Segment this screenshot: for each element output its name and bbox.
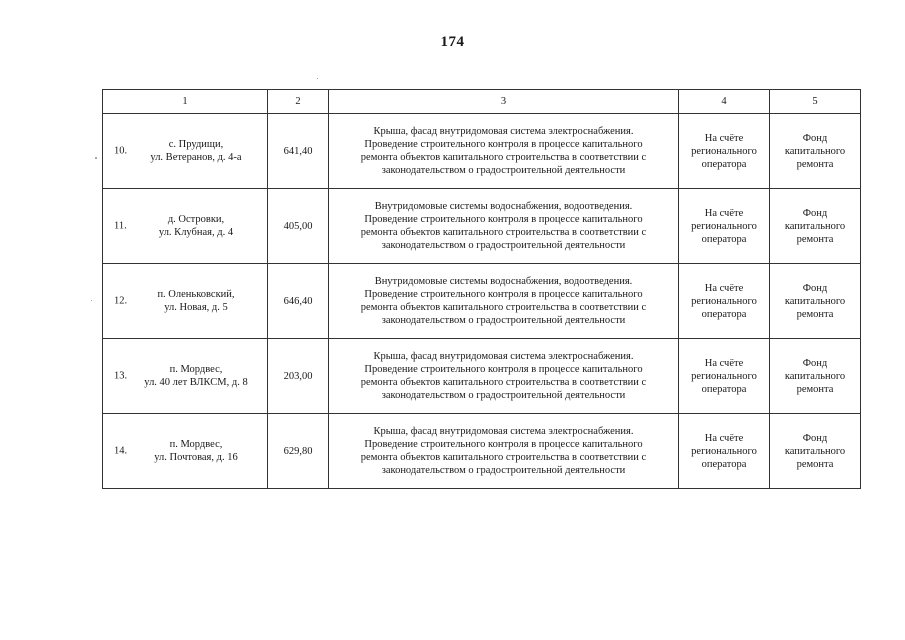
works-cell-line: законодательством о градостроительной деятельности <box>381 315 626 326</box>
address-cell <box>103 264 268 339</box>
works-cell-line: Проведение строительного контроля в процессе капитального <box>364 439 643 450</box>
works-cell-line: Крыша, фасад внутридомовая система электроснабжения. <box>373 126 634 137</box>
works-cell-line: законодательством о градостроительной деятельности <box>381 240 626 251</box>
table-row <box>103 264 861 339</box>
funding-form-cell-line: ремонта <box>796 383 834 395</box>
funding-form-cell-line: ремонта <box>796 158 834 170</box>
address-cell <box>103 414 268 489</box>
funding-source-cell-line: регионального <box>691 220 757 232</box>
works-cell-line: Внутридомовые системы водоснабжения, водоотведения. <box>374 201 633 212</box>
works-cell-line: ремонта объектов капитального строительства в соответствии с <box>360 152 647 163</box>
funding-form-cell-line: Фонд <box>802 132 828 144</box>
works-cell-line: Проведение строительного контроля в процессе капитального <box>364 139 643 150</box>
funding-source-cell-line: оператора <box>701 308 747 320</box>
funding-source-cell <box>679 414 770 489</box>
funding-form-cell <box>770 189 861 264</box>
address-line: п. Мордвес, <box>169 364 223 375</box>
funding-form-cell-line: ремонта <box>796 233 834 245</box>
address-text <box>106 438 264 464</box>
funding-source-cell-line: оператора <box>701 458 747 470</box>
funding-form-cell-line: Фонд <box>802 282 828 294</box>
funding-source-cell-line: На счёте <box>704 432 744 444</box>
works-cell-line: Крыша, фасад внутридомовая система электроснабжения. <box>373 351 634 362</box>
funding-form-cell <box>770 114 861 189</box>
funding-form-cell-line: Фонд <box>802 357 828 369</box>
funding-source-cell <box>679 264 770 339</box>
funding-source-cell-line: оператора <box>701 383 747 395</box>
scan-speck <box>317 78 318 79</box>
capital-repair-table <box>102 89 861 489</box>
address-line: ул. Клубная, д. 4 <box>158 227 234 238</box>
funding-form-cell-line: ремонта <box>796 308 834 320</box>
works-cell-line: ремонта объектов капитального строительства в соответствии с <box>360 377 647 388</box>
works-cell-line: ремонта объектов капитального строительства в соответствии с <box>360 302 647 313</box>
funding-form-cell-line: капитального <box>784 220 846 232</box>
header-cell-1: 1 <box>103 90 268 114</box>
row-number: 10. <box>114 145 128 157</box>
works-cell <box>329 414 679 489</box>
row-number: 14. <box>114 445 128 457</box>
funding-source-cell-line: На счёте <box>704 207 744 219</box>
cost-cell: 203,00 <box>268 339 329 414</box>
address-cell <box>103 189 268 264</box>
works-cell <box>329 339 679 414</box>
address-line: д. Островки, <box>167 214 225 225</box>
works-cell <box>329 114 679 189</box>
row-number: 13. <box>114 370 128 382</box>
address-line: ул. Новая, д. 5 <box>164 302 228 313</box>
funding-source-cell-line: На счёте <box>704 132 744 144</box>
address-line: с. Прудищи, <box>168 139 224 150</box>
funding-form-cell-line: капитального <box>784 295 846 307</box>
row-number: 12. <box>114 295 128 307</box>
funding-form-cell <box>770 264 861 339</box>
address-line: ул. 40 лет ВЛКСМ, д. 8 <box>144 377 248 388</box>
funding-source-cell-line: регионального <box>691 295 757 307</box>
header-cell-2: 2 <box>268 90 329 114</box>
funding-source-cell <box>679 189 770 264</box>
address-text <box>106 138 264 164</box>
funding-source-cell-line: регионального <box>691 445 757 457</box>
works-cell-line: законодательством о градостроительной деятельности <box>381 465 626 476</box>
table-row <box>103 414 861 489</box>
funding-form-cell-line: Фонд <box>802 207 828 219</box>
funding-form-cell <box>770 339 861 414</box>
cost-cell: 629,80 <box>268 414 329 489</box>
table-body <box>103 90 861 489</box>
works-cell <box>329 264 679 339</box>
address-line: ул. Почтовая, д. 16 <box>154 452 238 463</box>
works-cell-line: законодательством о градостроительной деятельности <box>381 165 626 176</box>
works-cell <box>329 189 679 264</box>
works-cell-line: законодательством о градостроительной деятельности <box>381 390 626 401</box>
funding-source-cell <box>679 114 770 189</box>
funding-source-cell-line: регионального <box>691 370 757 382</box>
funding-form-cell <box>770 414 861 489</box>
works-cell-line: ремонта объектов капитального строительства в соответствии с <box>360 452 647 463</box>
address-line: ул. Ветеранов, д. 4-а <box>150 152 242 163</box>
funding-source-cell-line: На счёте <box>704 282 744 294</box>
address-line: п. Мордвес, <box>169 439 223 450</box>
funding-form-cell-line: Фонд <box>802 432 828 444</box>
works-cell-line: Крыша, фасад внутридомовая система электроснабжения. <box>373 426 634 437</box>
works-cell-line: ремонта объектов капитального строительства в соответствии с <box>360 227 647 238</box>
works-cell-line: Проведение строительного контроля в процессе капитального <box>364 289 643 300</box>
funding-source-cell-line: На счёте <box>704 357 744 369</box>
address-cell <box>103 339 268 414</box>
address-cell <box>103 114 268 189</box>
cost-cell: 641,40 <box>268 114 329 189</box>
cost-cell: 405,00 <box>268 189 329 264</box>
address-text <box>106 363 264 389</box>
header-cell-3: 3 <box>329 90 679 114</box>
address-text <box>106 213 264 239</box>
funding-source-cell-line: регионального <box>691 145 757 157</box>
row-number: 11. <box>114 220 127 232</box>
table-row <box>103 114 861 189</box>
funding-source-cell <box>679 339 770 414</box>
works-cell-line: Проведение строительного контроля в процессе капитального <box>364 214 643 225</box>
works-cell-line: Проведение строительного контроля в процессе капитального <box>364 364 643 375</box>
scan-speck <box>95 157 97 159</box>
table-header-row <box>103 90 861 114</box>
funding-form-cell-line: капитального <box>784 145 846 157</box>
funding-form-cell-line: ремонта <box>796 458 834 470</box>
cost-cell: 646,40 <box>268 264 329 339</box>
works-cell-line: Внутридомовые системы водоснабжения, водоотведения. <box>374 276 633 287</box>
page-number: 174 <box>440 34 465 50</box>
header-cell-4: 4 <box>679 90 770 114</box>
funding-form-cell-line: капитального <box>784 370 846 382</box>
table-row <box>103 189 861 264</box>
header-cell-5: 5 <box>770 90 861 114</box>
funding-source-cell-line: оператора <box>701 233 747 245</box>
funding-form-cell-line: капитального <box>784 445 846 457</box>
scan-speck <box>91 300 92 301</box>
funding-source-cell-line: оператора <box>701 158 747 170</box>
address-line: п. Оленьковский, <box>157 289 235 300</box>
address-text <box>106 288 264 314</box>
table-row <box>103 339 861 414</box>
